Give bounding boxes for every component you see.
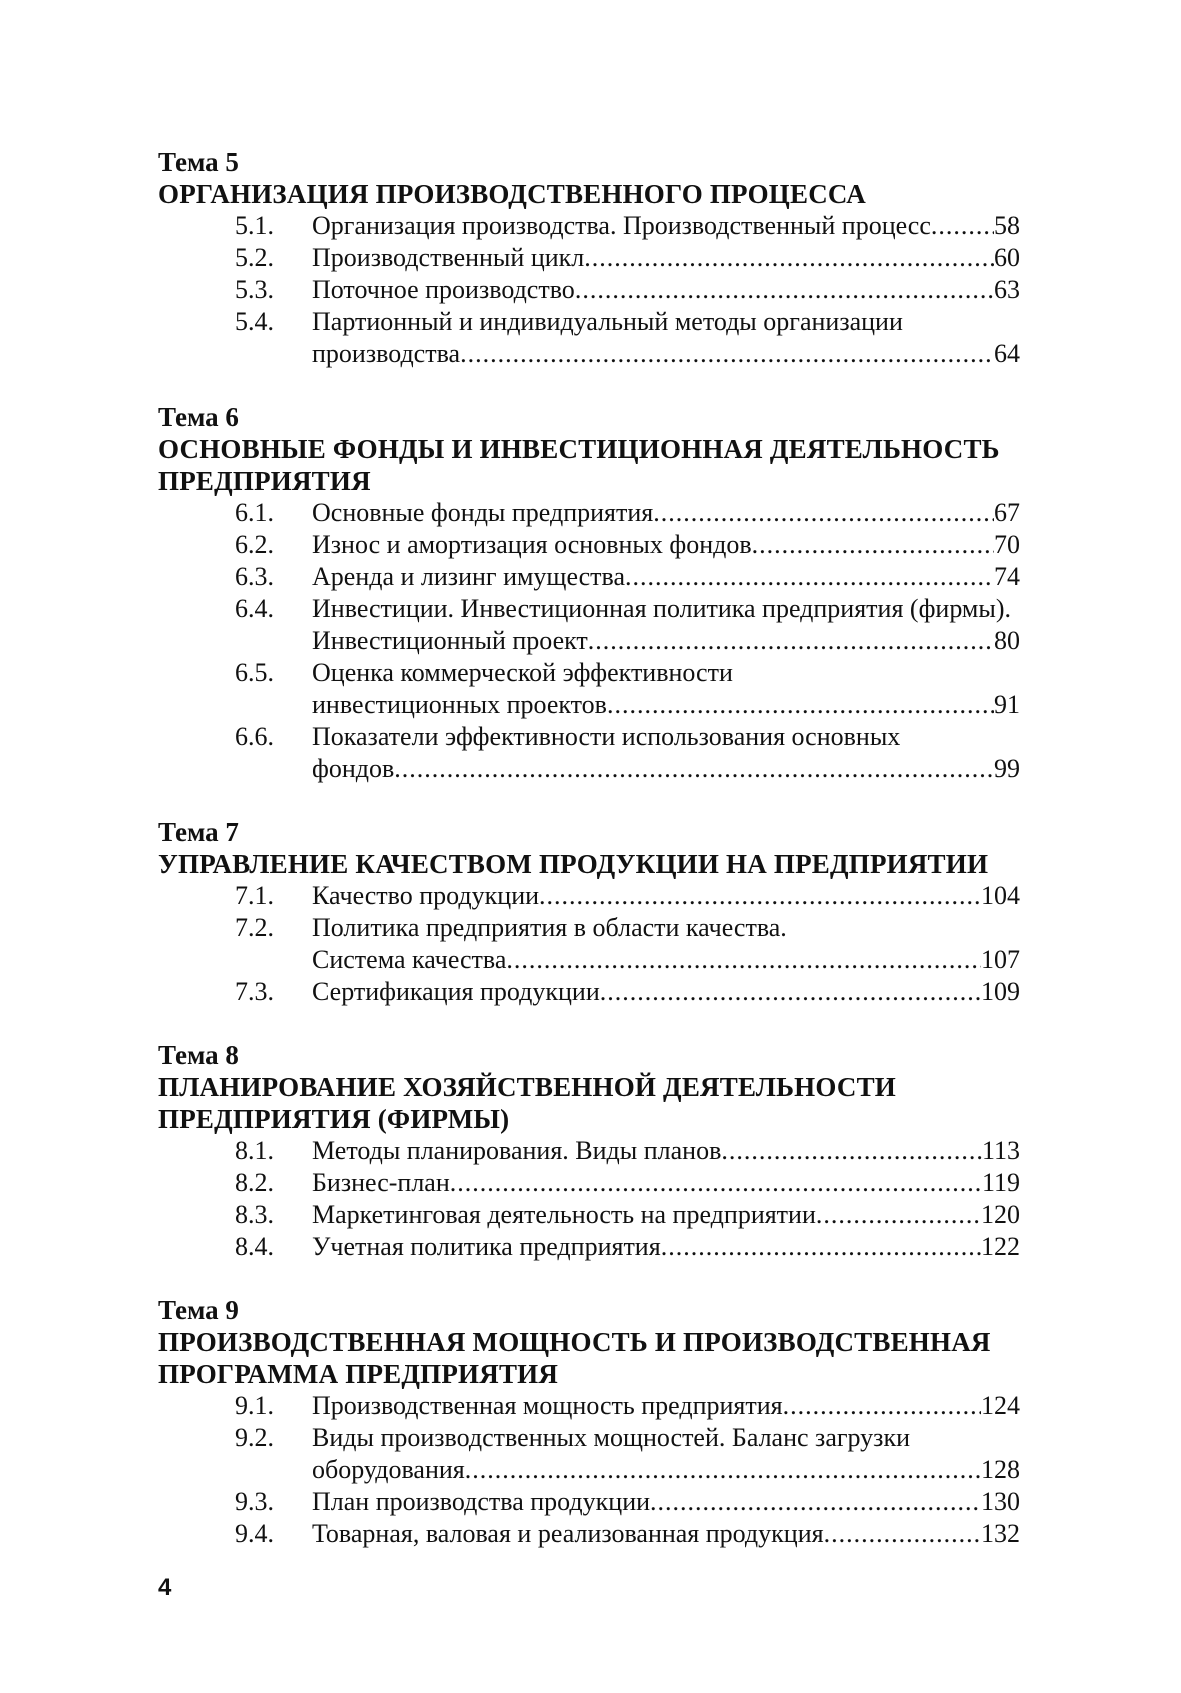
entry-page-number: 91	[994, 690, 1020, 719]
entry-title: Методы планирования. Виды планов	[312, 1136, 722, 1165]
toc-entry[interactable]	[158, 1135, 1020, 1167]
dot-leader	[460, 338, 994, 370]
topic-label: Тема 7	[158, 817, 239, 847]
toc-entry[interactable]	[158, 657, 1020, 721]
entry-title-line: Партионный и индивидуальный методы организации	[312, 307, 903, 336]
toc-entry[interactable]	[158, 1486, 1020, 1518]
entry-title: инвестиционных проектов	[312, 690, 607, 719]
dot-leader	[575, 274, 994, 306]
dot-leader	[465, 1454, 981, 1486]
dot-leader	[931, 210, 994, 242]
toc-entry[interactable]	[158, 1390, 1020, 1422]
entry-title: Система качества	[312, 945, 507, 974]
topic-title: УПРАВЛЕНИЕ КАЧЕСТВОМ ПРОДУКЦИИ НА ПРЕДПРИЯТИИ	[158, 849, 989, 879]
entry-number: 5.3.	[235, 275, 274, 304]
entry-title: Производственный цикл	[312, 243, 585, 272]
topic-section	[158, 816, 1020, 1008]
entry-title: оборудования	[312, 1455, 465, 1484]
entry-title: производства	[312, 339, 461, 368]
entry-page-number: 74	[994, 562, 1020, 591]
toc-entry[interactable]	[158, 561, 1020, 593]
topic-section	[158, 401, 1020, 785]
entry-page-number: 107	[981, 945, 1020, 974]
dot-leader	[600, 976, 981, 1008]
entry-title-line: Виды производственных мощностей. Баланс загрузки	[312, 1423, 910, 1452]
dot-leader	[816, 1199, 981, 1231]
page-number: 4	[158, 1574, 172, 1601]
topic-title: ОРГАНИЗАЦИЯ ПРОИЗВОДСТВЕННОГО ПРОЦЕССА	[158, 179, 866, 209]
topic-label: Тема 6	[158, 402, 239, 432]
entry-page-number: 104	[981, 881, 1020, 910]
entry-title: План производства продукции	[312, 1487, 651, 1516]
toc-entry[interactable]	[158, 912, 1020, 976]
dot-leader	[588, 625, 994, 657]
entry-page-number: 128	[981, 1455, 1020, 1484]
entry-number: 8.3.	[235, 1200, 274, 1229]
entry-number: 7.2.	[235, 913, 274, 942]
dot-leader	[721, 1135, 982, 1167]
entry-page-number: 130	[981, 1487, 1020, 1516]
dot-leader	[539, 880, 981, 912]
topic-title: ПРОИЗВОДСТВЕННАЯ МОЩНОСТЬ И ПРОИЗВОДСТВЕННАЯ ПРОГРАММА ПРЕДПРИЯТИЯ	[158, 1327, 991, 1389]
entry-number: 5.1.	[235, 211, 274, 240]
dot-leader	[450, 1167, 982, 1199]
dot-leader	[625, 561, 994, 593]
entry-title: фондов	[312, 754, 395, 783]
topic-label: Тема 9	[158, 1295, 239, 1325]
toc-entry[interactable]	[158, 1167, 1020, 1199]
entry-page-number: 64	[994, 339, 1020, 368]
entry-number: 7.3.	[235, 977, 274, 1006]
entry-number: 5.2.	[235, 243, 274, 272]
entry-page-number: 109	[981, 977, 1020, 1006]
dot-leader	[824, 1518, 981, 1550]
entry-page-number: 132	[981, 1519, 1020, 1548]
entry-title: Бизнес-план	[312, 1168, 450, 1197]
entry-title: Износ и амортизация основных фондов	[312, 530, 752, 559]
entry-number: 5.4.	[235, 307, 274, 336]
topic-label: Тема 5	[158, 147, 239, 177]
topic-title: ОСНОВНЫЕ ФОНДЫ И ИНВЕСТИЦИОННАЯ ДЕЯТЕЛЬНОСТЬ ПРЕДПРИЯТИЯ	[158, 434, 1000, 496]
entry-number: 6.5.	[235, 658, 274, 687]
topic-section	[158, 1039, 1020, 1263]
topic-section	[158, 146, 1020, 370]
table-of-contents	[158, 146, 1020, 1581]
toc-entry[interactable]	[158, 880, 1020, 912]
entry-title: Качество продукции	[312, 881, 540, 910]
entry-number: 6.4.	[235, 594, 274, 623]
entry-number: 8.4.	[235, 1232, 274, 1261]
entry-title-line: Политика предприятия в области качества.	[312, 913, 787, 942]
entry-page-number: 113	[981, 1136, 1020, 1165]
dot-leader	[506, 944, 981, 976]
entry-page-number: 124	[981, 1391, 1020, 1420]
dot-leader	[661, 1231, 981, 1263]
entry-title: Инвестиционный проект	[312, 626, 588, 655]
entry-title: Основные фонды предприятия	[312, 498, 654, 527]
dot-leader	[607, 689, 994, 721]
entry-number: 9.4.	[235, 1519, 274, 1548]
dot-leader	[752, 529, 994, 561]
entry-title: Сертификация продукции	[312, 977, 600, 1006]
entry-title: Организация производства. Производственный процесс	[312, 211, 931, 240]
toc-entry[interactable]	[158, 1518, 1020, 1550]
entry-number: 6.1.	[235, 498, 274, 527]
toc-entry[interactable]	[158, 529, 1020, 561]
toc-entry[interactable]	[158, 306, 1020, 370]
entry-title-line: Показатели эффективности использования основных	[312, 722, 901, 751]
toc-entry[interactable]	[158, 497, 1020, 529]
entry-title-line: Инвестиции. Инвестиционная политика предприятия (фирмы).	[312, 594, 1012, 623]
entry-title: Аренда и лизинг имущества	[312, 562, 626, 591]
entry-page-number: 120	[981, 1200, 1020, 1229]
entry-number: 7.1.	[235, 881, 274, 910]
entry-number: 8.2.	[235, 1168, 274, 1197]
entry-page-number: 63	[994, 275, 1020, 304]
entry-title: Поточное производство	[312, 275, 575, 304]
entry-number: 9.2.	[235, 1423, 274, 1452]
entry-title: Маркетинговая деятельность на предприятии	[312, 1200, 816, 1229]
toc-entry[interactable]	[158, 242, 1020, 274]
entry-number: 6.3.	[235, 562, 274, 591]
toc-entry[interactable]	[158, 976, 1020, 1008]
entry-page-number: 122	[981, 1232, 1020, 1261]
entry-title: Товарная, валовая и реализованная продукция	[312, 1519, 824, 1548]
toc-entry[interactable]	[158, 1422, 1020, 1486]
entry-title-line: Оценка коммерческой эффективности	[312, 658, 733, 687]
entry-number: 8.1.	[235, 1136, 274, 1165]
dot-leader	[394, 753, 994, 785]
toc-entry[interactable]	[158, 1231, 1020, 1263]
toc-entry[interactable]	[158, 274, 1020, 306]
toc-entry[interactable]	[158, 210, 1020, 242]
toc-entry[interactable]	[158, 1199, 1020, 1231]
entry-page-number: 70	[994, 530, 1020, 559]
entry-page-number: 67	[994, 498, 1020, 527]
dot-leader	[783, 1390, 981, 1422]
entry-title: Производственная мощность предприятия	[312, 1391, 783, 1420]
entry-number: 9.3.	[235, 1487, 274, 1516]
entry-page-number: 58	[994, 211, 1020, 240]
toc-entry[interactable]	[158, 721, 1020, 785]
entry-page-number: 99	[994, 754, 1020, 783]
topic-section	[158, 1294, 1020, 1550]
entry-title: Учетная политика предприятия	[312, 1232, 661, 1261]
toc-entry[interactable]	[158, 593, 1020, 657]
topic-title: ПЛАНИРОВАНИЕ ХОЗЯЙСТВЕННОЙ ДЕЯТЕЛЬНОСТИ ПРЕДПРИЯТИЯ (ФИРМЫ)	[158, 1072, 897, 1134]
dot-leader	[653, 497, 994, 529]
entry-page-number: 119	[981, 1168, 1020, 1197]
dot-leader	[650, 1486, 981, 1518]
entry-number: 6.2.	[235, 530, 274, 559]
topic-label: Тема 8	[158, 1040, 239, 1070]
entry-number: 9.1.	[235, 1391, 274, 1420]
entry-page-number: 60	[994, 243, 1020, 272]
dot-leader	[584, 242, 994, 274]
entry-number: 6.6.	[235, 722, 274, 751]
entry-page-number: 80	[994, 626, 1020, 655]
